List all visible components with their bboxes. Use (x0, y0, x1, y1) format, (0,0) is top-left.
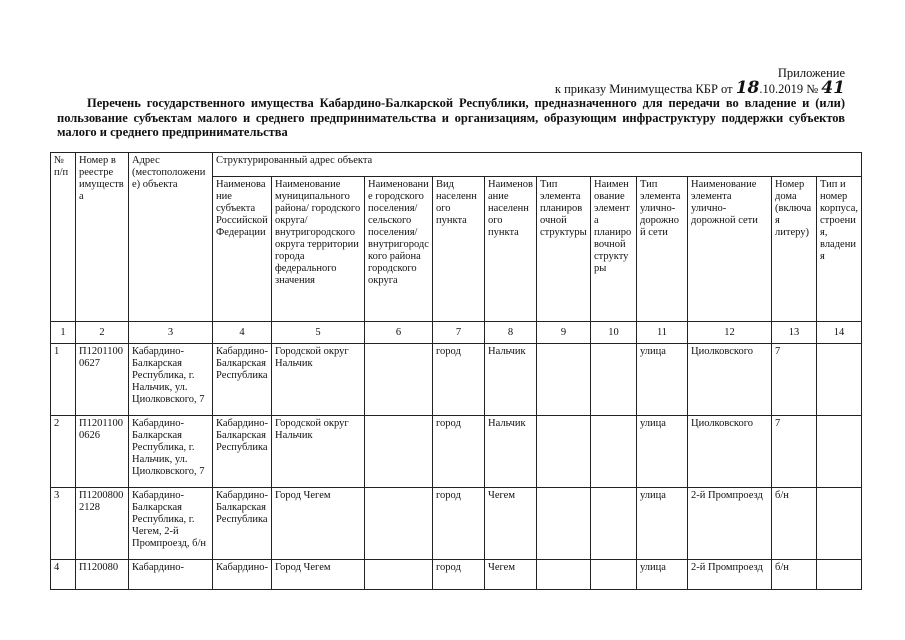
cell-plan-name (591, 488, 637, 560)
column-number: 10 (591, 322, 637, 344)
cell-locality-type: город (433, 488, 485, 560)
document-title: Перечень государственного имущества Кабардино-Балкарской Республики, предназначенного для передачи во владение и (или) пользование субъектам малого и среднего предпринимательства и организациям, образующим инфраструктуру поддержки субъектов малого и среднего предпринимательства (57, 96, 845, 139)
cell-plan-type (537, 344, 591, 416)
cell-no: 1 (51, 344, 76, 416)
subheader-cell: Вид населенного пункта (433, 177, 485, 322)
cell-plan-type (537, 488, 591, 560)
cell-locality-name: Нальчик (485, 416, 537, 488)
header-address: Адрес (местоположение) объекта (129, 153, 213, 322)
table-row (51, 560, 862, 590)
cell-plan-name (591, 344, 637, 416)
cell-address: Кабардино-Балкарская Республика, г. Нальчик, ул. Циолковского, 7 (129, 416, 213, 488)
cell-locality-name: Нальчик (485, 344, 537, 416)
cell-address: Кабардино-Балкарская Республика, г. Нальчик, ул. Циолковского, 7 (129, 344, 213, 416)
cell-address: Кабардино- (129, 560, 213, 590)
column-number: 1 (51, 322, 76, 344)
cell-no: 4 (51, 560, 76, 590)
column-number: 3 (129, 322, 213, 344)
cell-plan-type (537, 560, 591, 590)
cell-house: б/н (772, 560, 817, 590)
order-reference (554, 78, 845, 98)
cell-street-name: 2-й Промпроезд (688, 560, 772, 590)
cell-district: Город Чегем (272, 488, 365, 560)
order-number: 41 (821, 78, 845, 98)
subheader-cell: Наименование субъекта Российской Федерации (213, 177, 272, 322)
cell-building (817, 488, 862, 560)
cell-address: Кабардино-Балкарская Республика, г. Чегем, 2-й Промпроезд, б/н (129, 488, 213, 560)
header-no: № п/п (51, 153, 76, 322)
cell-settlement (365, 344, 433, 416)
cell-street-type: улица (637, 560, 688, 590)
cell-registry: П120080 (76, 560, 129, 590)
subheader-cell: Тип элемента планировочной структуры (537, 177, 591, 322)
cell-house: 7 (772, 416, 817, 488)
column-number: 4 (213, 322, 272, 344)
subheader-cell: Тип элемента улично-дорожной сети (637, 177, 688, 322)
cell-house: б/н (772, 488, 817, 560)
property-table (50, 152, 862, 590)
cell-plan-type (537, 416, 591, 488)
cell-house: 7 (772, 344, 817, 416)
cell-street-type: улица (637, 488, 688, 560)
subheader-cell: Наименование населенного пункта (485, 177, 537, 322)
column-number: 5 (272, 322, 365, 344)
cell-locality-name: Чегем (485, 488, 537, 560)
order-prefix: к приказу Минимущества КБР от (554, 82, 736, 96)
subheader-cell: Наименование элемента планировочной структуры (591, 177, 637, 322)
column-number: 7 (433, 322, 485, 344)
cell-settlement (365, 488, 433, 560)
cell-street-name: 2-й Промпроезд (688, 488, 772, 560)
cell-registry: П12011000626 (76, 416, 129, 488)
cell-no: 3 (51, 488, 76, 560)
subheader-cell: Наименование городского поселения/сельского поселения/внутригородского района городского округа (365, 177, 433, 322)
column-number: 12 (688, 322, 772, 344)
cell-registry: П12008002128 (76, 488, 129, 560)
subheader-cell: Номер дома (включая литеру) (772, 177, 817, 322)
cell-settlement (365, 560, 433, 590)
cell-registry: П12011000627 (76, 344, 129, 416)
order-date-rest: .10.2019 № (759, 82, 822, 96)
cell-locality-name: Чегем (485, 560, 537, 590)
cell-street-type: улица (637, 344, 688, 416)
cell-street-name: Циолковского (688, 416, 772, 488)
table-row (51, 488, 862, 560)
cell-district: Городской округ Нальчик (272, 344, 365, 416)
order-day: 18 (735, 78, 760, 98)
table-row (51, 416, 862, 488)
cell-locality-type: город (433, 344, 485, 416)
subheader-cell: Наименование элемента улично-дорожной сети (688, 177, 772, 322)
header-row (51, 153, 862, 177)
cell-subject: Кабардино-Балкарская Республика (213, 488, 272, 560)
cell-subject: Кабардино-Балкарская Республика (213, 344, 272, 416)
cell-building (817, 560, 862, 590)
cell-subject: Кабардино-Балкарская Республика (213, 416, 272, 488)
header-registry: Номер в реестре имущества (76, 153, 129, 322)
column-number: 2 (76, 322, 129, 344)
cell-building (817, 416, 862, 488)
cell-locality-type: город (433, 416, 485, 488)
cell-street-name: Циолковского (688, 344, 772, 416)
cell-subject: Кабардино- (213, 560, 272, 590)
column-number: 6 (365, 322, 433, 344)
header-structured-address: Структурированный адрес объекта (213, 153, 862, 177)
cell-district: Город Чегем (272, 560, 365, 590)
column-number: 11 (637, 322, 688, 344)
column-number: 9 (537, 322, 591, 344)
cell-district: Городской округ Нальчик (272, 416, 365, 488)
table-row (51, 344, 862, 416)
cell-plan-name (591, 416, 637, 488)
subheader-cell: Наименование муниципального района/ городского округа/ внутригородского округа территории города федерального значения (272, 177, 365, 322)
cell-locality-type: город (433, 560, 485, 590)
subheader-cell: Тип и номер корпуса, строения, владения (817, 177, 862, 322)
cell-building (817, 344, 862, 416)
column-number: 13 (772, 322, 817, 344)
column-number-row (51, 322, 862, 344)
appendix-label: Приложение (777, 66, 845, 80)
cell-plan-name (591, 560, 637, 590)
column-number: 8 (485, 322, 537, 344)
cell-street-type: улица (637, 416, 688, 488)
cell-settlement (365, 416, 433, 488)
cell-no: 2 (51, 416, 76, 488)
column-number: 14 (817, 322, 862, 344)
